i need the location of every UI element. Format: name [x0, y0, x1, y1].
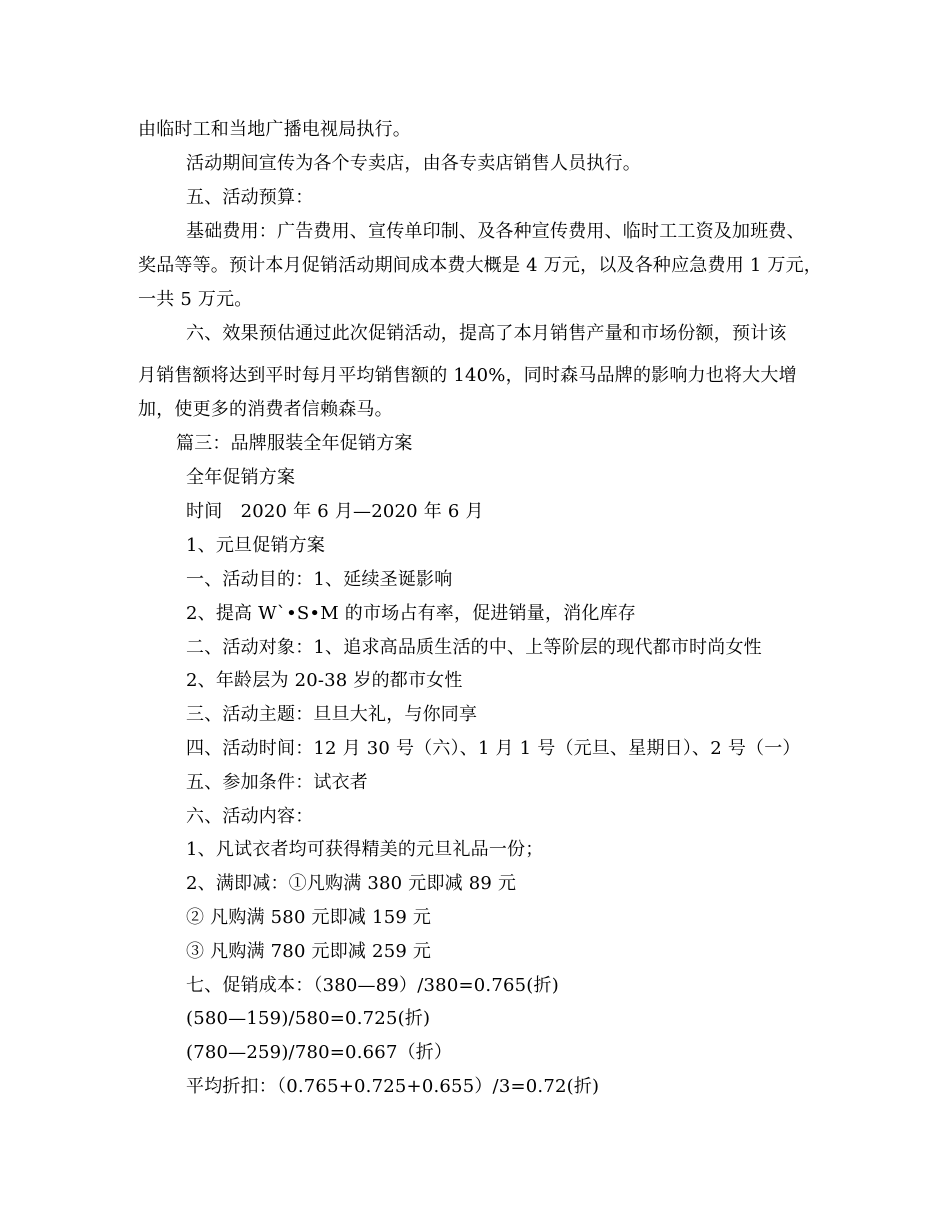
list-item: 2、年龄层为 20-38 岁的都市女性 [186, 670, 463, 691]
list-item: 七、促销成本：（380—89）/380=0.765(折) [186, 975, 559, 996]
list-item: ② 凡购满 580 元即减 159 元 [186, 907, 432, 928]
list-item: 2、提高 W`•S•M 的市场占有率，促进销量，消化库存 [186, 603, 636, 624]
list-item: 1、凡试衣者均可获得精美的元旦礼品一份； [186, 839, 544, 860]
section-heading-part-three: 篇三：品牌服装全年促销方案 [176, 433, 413, 454]
list-item: 三、活动主题：旦旦大礼，与你同享 [186, 704, 478, 725]
list-item: 平均折扣：（0.765+0.725+0.655）/3=0.72(折) [186, 1076, 600, 1097]
paragraph-line-2: 活动期间宣传为各个专卖店，由各专卖店销售人员执行。 [186, 153, 641, 174]
list-item: 五、参加条件：试衣者 [186, 772, 368, 793]
plan-title: 全年促销方案 [186, 467, 296, 488]
list-item: ③ 凡购满 780 元即减 259 元 [186, 941, 432, 962]
paragraph-line-8: 月销售额将达到平时每月平均销售额的 140%，同时森马品牌的影响力也将大大增 [138, 365, 797, 386]
plan-time: 时间 2020 年 6 月—2020 年 6 月 [186, 501, 484, 522]
list-item: 一、活动目的：1、延续圣诞影响 [186, 569, 453, 590]
list-item: (580—159)/580=0.725(折) [186, 1008, 431, 1029]
list-item: 二、活动对象：1、追求高品质生活的中、上等阶层的现代都市时尚女性 [186, 637, 762, 658]
paragraph-line-9: 加，使更多的消费者信赖森马。 [138, 399, 393, 420]
list-item: 2、满即减：①凡购满 380 元即减 89 元 [186, 873, 517, 894]
paragraph-line-1: 由临时工和当地广播电视局执行。 [138, 119, 411, 140]
paragraph-line-7: 六、效果预估通过此次促销活动，提高了本月销售产量和市场份额，预计该 [186, 323, 787, 344]
list-item: 六、活动内容： [186, 806, 314, 827]
section-heading-budget: 五、活动预算： [186, 187, 314, 208]
paragraph-line-6: 一共 5 万元。 [138, 289, 253, 310]
paragraph-line-4: 基础费用：广告费用、宣传单印制、及各种宣传费用、临时工工资及加班费、 [186, 221, 805, 242]
paragraph-line-5: 奖品等等。预计本月促销活动期间成本费大概是 4 万元，以及各种应急费用 1 万元， [138, 255, 822, 276]
list-item: (780—259)/780=0.667（折） [186, 1042, 453, 1063]
list-item: 四、活动时间：12 月 30 号（六）、1 月 1 号（元旦、星期日）、2 号（一） [186, 738, 801, 759]
list-item: 1、元旦促销方案 [186, 535, 326, 556]
